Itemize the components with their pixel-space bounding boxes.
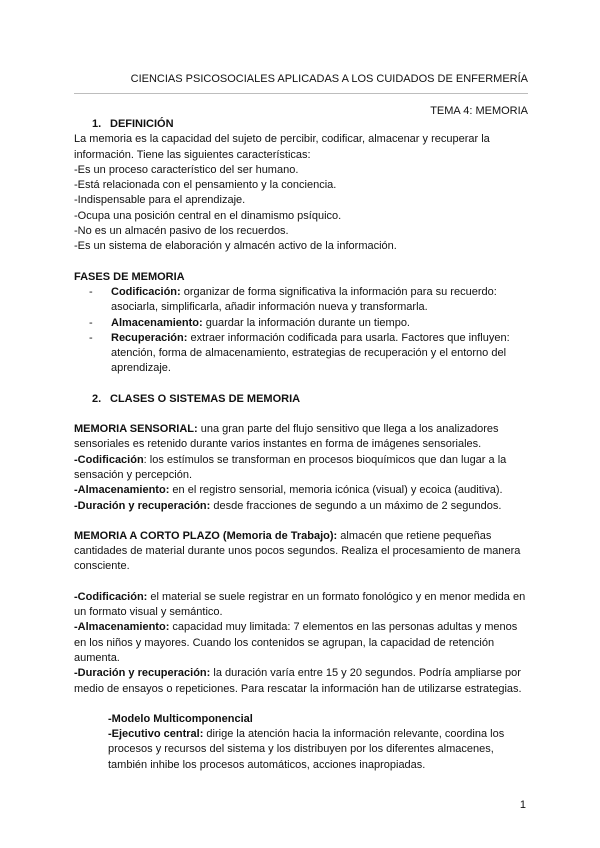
char-item: -No es un almacén pasivo de los recuerdos. (74, 225, 289, 238)
topic-title: TEMA 4: MEMORIA (430, 105, 528, 117)
modelo-heading: -Modelo Multicomponencial (108, 712, 253, 725)
fases-heading: FASES DE MEMORIA (74, 270, 185, 283)
list-item: - Recuperación: extraer información codificada para usarla. Factores que influyen: atención, forma de almacenamiento, estrategias de recuperación y el entorno del aprendizaje. (89, 331, 510, 375)
char-item: -Indispensable para el aprendizaje. (74, 194, 246, 207)
memoria-sensorial-paragraph: MEMORIA SENSORIAL: una gran parte del flujo sensitivo que llega a los analizadores sensoriales es retenido durante varios instantes en forma de imágenes sensoriales. (74, 423, 499, 451)
char-item: -Está relacionada con el pensamiento y la conciencia. (74, 179, 337, 192)
char-item: -Ocupa una posición central en el dinamismo psíquico. (74, 209, 342, 222)
section-2-title: CLASES O SISTEMAS DE MEMORIA (110, 392, 301, 405)
corto-plazo-paragraph: MEMORIA A CORTO PLAZO (Memoria de Trabajo): almacén que retiene pequeñas cantidades de material durante unos pocos segundos. Realiza el procesamiento de manera consciente. (74, 529, 521, 573)
page-number: 1 (519, 799, 526, 811)
document-body (74, 117, 528, 773)
char-item: -Es un proceso característico del ser humano. (74, 163, 299, 176)
list-item: - Codificación: organizar de forma significativa la información para su recuerdo: asociarla, simplificarla, añadir información nueva y transformarla. (89, 285, 497, 314)
course-header: CIENCIAS PSICOSOCIALES APLICADAS A LOS CUIDADOS DE ENFERMERÍA (130, 73, 528, 85)
char-item: -Es un sistema de elaboración y almacén activo de la información. (74, 240, 397, 253)
section-2-number: 2. (92, 392, 102, 405)
section-2-heading (74, 392, 528, 407)
mcp-almacenamiento: -Almacenamiento: capacidad muy limitada: 7 elementos en las personas adultas y menos en los niños y mayores. Cuando los contenidos se agrupan, la capacidad de retención aumenta. (74, 621, 518, 664)
mcp-duracion: -Duración y recuperación: la duración varía entre 15 y 20 segundos. Podría ampliarse por medio de ensayos o repeticiones. Para rescatar la información han de utilizarse estrategias. (74, 667, 522, 695)
header-rule (74, 93, 528, 94)
ms-codificacion: -Codificación: los estímulos se transforman en procesos bioquímicos que dan lugar a la sensación y percepción. (74, 453, 507, 481)
fases-list (74, 285, 528, 377)
section-1-heading (74, 117, 528, 132)
section-1-title: DEFINICIÓN (110, 118, 174, 130)
mcp-codificacion: -Codificación: el material se suele registrar en un formato fonológico y en menor medida en un formato visual y semántico. (74, 590, 526, 619)
section-1-number: 1. (92, 118, 102, 130)
definition-paragraph: La memoria es la capacidad del sujeto de percibir, codificar, almacenar y recuperar la información. Tiene las siguientes características: (74, 133, 490, 161)
list-item: - Almacenamiento: guardar la información durante un tiempo. (89, 316, 410, 329)
ms-almacenamiento: -Almacenamiento: en el registro sensorial, memoria icónica (visual) y ecoica (auditiva). (74, 484, 503, 497)
ejecutivo-central: -Ejecutivo central: dirige la atención hacia la información relevante, coordina los procesos y recursos del sistema y los distribuyen por los diferentes almacenes, también inhibe los procesos automáticos, acciones inapropiadas. (108, 728, 505, 771)
ms-duracion: -Duración y recuperación: desde fracciones de segundo a un máximo de 2 segundos. (74, 499, 502, 512)
